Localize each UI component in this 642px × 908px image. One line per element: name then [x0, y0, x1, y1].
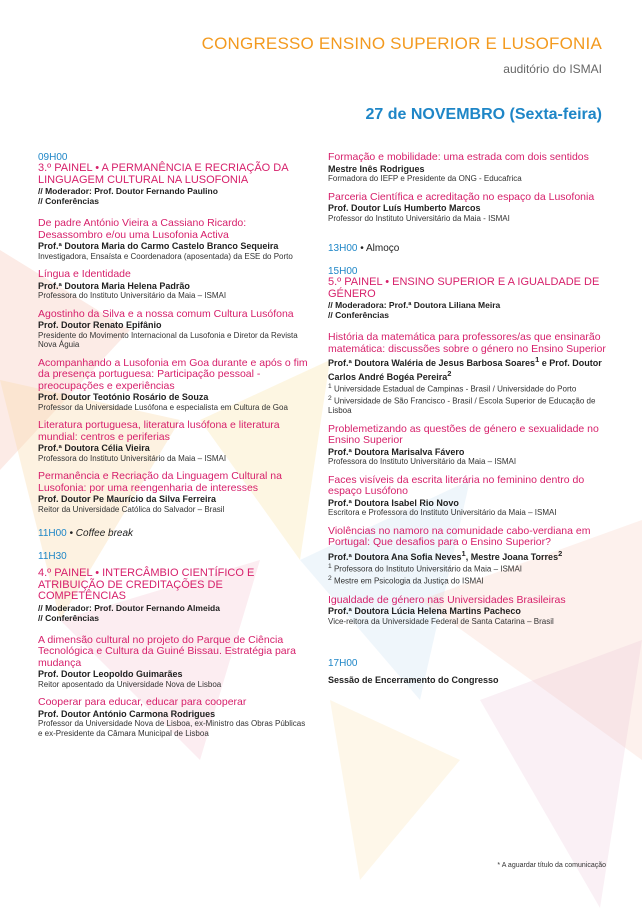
speaker: Mestre Inês Rodrigues	[328, 163, 425, 174]
venue-label: auditório do ISMAI	[503, 62, 602, 76]
speaker: Prof.ª Doutora Célia Vieira	[38, 443, 150, 453]
session-time: 11H30	[38, 551, 67, 562]
talk-title: Agostinho da Silva e a nossa comum Cultura Lusófona	[38, 307, 294, 320]
closing-session: Sessão de Encerramento do Congresso	[328, 675, 499, 686]
talk-title: A dimensão cultural no projeto do Parque de Ciência Tecnológica e Cultura da Guiné Bissau. Estratégia para mudança	[38, 633, 296, 669]
talk-title: Formação e mobilidade: uma estrada com dois sentidos	[328, 151, 589, 163]
speaker: Prof.ª Doutora Maria Helena Padrão	[38, 280, 190, 291]
talk	[38, 471, 310, 514]
left-column	[38, 152, 310, 746]
talk	[38, 309, 310, 350]
talk	[328, 332, 606, 416]
talk	[328, 475, 606, 518]
speaker: Prof.ª Doutora Isabel Rio Novo	[328, 497, 459, 508]
talk	[38, 218, 310, 261]
panel-title: 4.º PAINEL • INTERCÂMBIO CIENTÍFICO E ATRIBUIÇÃO DE CREDITAÇÕES DE COMPETÊNCIAS	[38, 567, 255, 602]
speaker: Prof. Doutor Leopoldo Guimarães	[38, 669, 183, 679]
affiliation: Formadora do IEFP e Presidente da ONG - Educafrica	[328, 174, 522, 183]
conferences-label: // Conferências	[328, 310, 389, 320]
affiliation: $^2$ Mestre em Psicologia da Justiça do ISMAI	[328, 575, 484, 587]
affiliation: Professora do Instituto Universitário da Maia – ISMAI	[38, 291, 227, 300]
talk-title: De padre António Vieira a Cassiano Ricardo: Desassombro e/ou uma Lusofonia Activa	[38, 217, 247, 241]
talk	[328, 152, 606, 184]
affiliation: Escritora e Professora do Instituto Universitário da Maia – ISMAI	[328, 508, 557, 518]
talk-title: Problemetizando as questões de género e sexualidade no Ensino Superior	[328, 422, 599, 447]
talk-title: Violências no namoro na comunidade cabo-verdiana em Portugal: Que desafios para o Ensino Superior?	[328, 524, 591, 549]
break-label: Coffee break	[75, 528, 134, 539]
right-column	[328, 152, 606, 686]
talk-title: Cooperar para educar, educar para cooperar	[38, 696, 247, 708]
lunch-break: 13H00 • Almoço	[328, 243, 400, 254]
talk-title: Parceria Científica e acreditação no espaço da Lusofonia	[328, 190, 595, 203]
session-time: 15H00	[328, 266, 358, 277]
coffee-break: 11H00 • Coffee break	[38, 528, 134, 539]
speaker: Prof.ª Doutora Waléria de Jesus Barbosa Soares$^1$ e Prof. Doutor Carlos André Bogéa Pereira$^2$	[328, 355, 602, 382]
speaker: Prof. Doutor Luís Humberto Marcos	[328, 203, 481, 213]
talk	[38, 269, 310, 301]
session-time: 09H00	[38, 152, 68, 163]
moderator: // Moderadora: Prof.ª Doutora Liliana Meira	[328, 300, 501, 310]
speaker: Prof.ª Doutora Lúcia Helena Martins Pacheco	[328, 606, 521, 617]
speaker: Prof. Doutor António Carmona Rodrigues	[38, 708, 216, 719]
talk	[38, 358, 310, 413]
talk-title: Permanência e Recriação da Linguagem Cultural na Lusofonia: por uma reengenharia de interesses	[38, 470, 282, 494]
speaker: Prof. Doutor Pe Maurício da Silva Ferreira	[38, 494, 217, 504]
date-heading: 27 de NOVEMBRO (Sexta-feira)	[365, 106, 602, 123]
session-time: 11H00	[38, 528, 67, 539]
affiliation: Vice-reitora da Universidade Federal de Santa Catarina – Brasil	[328, 616, 554, 626]
affiliation: Professora do Instituto Universitário da Maia – ISMAI	[38, 453, 227, 463]
panel-title: 3.º PAINEL • A PERMANÊNCIA E RECRIAÇÃO DA LINGUAGEM CULTURAL NA LUSOFONIA	[38, 162, 288, 186]
talk	[38, 420, 310, 463]
moderator: // Moderador: Prof. Doutor Fernando Almeida	[38, 602, 220, 613]
speaker: Prof.ª Doutora Marisalva Fávero	[328, 446, 465, 457]
affiliation: Presidente do Movimento Internacional da Lusofonia e Diretor da Revista Nova Águia	[38, 330, 298, 349]
talk	[38, 697, 310, 738]
congress-title: CONGRESSO ENSINO SUPERIOR E LUSOFONIA	[201, 34, 602, 53]
affiliation: Professor da Universidade Lusófona e especialista em Cultura de Goa	[38, 402, 288, 412]
speaker: Prof.ª Doutora Ana Sofia Neves$^1$, Mestre Joana Torres$^2$	[328, 548, 563, 562]
talk-title: História da matemática para professores/as que ensinarão matemática: discussões sobre o género no Ensino Superior	[328, 331, 606, 355]
affiliation: Professor da Universidade Nova de Lisboa, ex-Ministro das Obras Públicas e ex-Presidente da Câmara Municipal de Lisboa	[38, 719, 306, 738]
conferences-label: // Conferências	[38, 612, 99, 623]
speaker: Prof. Doutor Teotónio Rosário de Souza	[38, 392, 209, 402]
speaker: Prof.ª Doutora Maria do Carmo Castelo Branco Sequeira	[38, 241, 279, 251]
talk	[328, 424, 606, 467]
session-time: 17H00	[328, 658, 358, 670]
talk-title: Literatura portuguesa, literatura lusófona e literatura mundial: centros e periferias	[38, 419, 280, 443]
talk	[328, 192, 606, 224]
affiliation: Reitor aposentado da Universidade Nova de Lisboa	[38, 679, 222, 689]
affiliation: $^1$ Professora do Instituto Universitário da Maia – ISMAI	[328, 563, 523, 574]
affiliation: Investigadora, Ensaísta e Coordenadora (aposentada) da ESE do Porto	[38, 251, 293, 261]
talk-title: Acompanhando a Lusofonia em Goa durante e após o fim da presença portuguesa: Participação pessoal - preocupações e experiências	[38, 356, 308, 392]
affiliation: Reitor da Universidade Católica do Salvador – Brasil	[38, 504, 225, 514]
footnote: * A aguardar título da comunicação	[497, 862, 606, 869]
session-time: 13H00	[328, 243, 358, 254]
talk	[328, 595, 606, 627]
talk	[38, 635, 310, 690]
conferences-label: // Conferências	[38, 196, 99, 206]
talk	[328, 526, 606, 587]
affiliation: $^1$ Universidade Estadual de Campinas - Brasil / Universidade do Porto	[328, 383, 577, 394]
panel-title: 5.º PAINEL • ENSINO SUPERIOR E A IGUALDADE DE GÉNERO	[328, 276, 600, 300]
talk-title: Igualdade de género nas Universidades Brasileiras	[328, 593, 566, 606]
moderator: // Moderador: Prof. Doutor Fernando Paulino	[38, 186, 218, 196]
affiliation: $^2$ Universidade de São Francisco - Brasil / Escola Superior de Educação de Lisboa	[328, 395, 596, 416]
affiliation: Professora do Instituto Universitário da Maia – ISMAI	[328, 457, 517, 467]
speaker: Prof. Doutor Renato Epifânio	[38, 320, 162, 330]
affiliation: Professor do Instituto Universitário da Maia - ISMAI	[328, 213, 510, 223]
talk-title: Faces visíveis da escrita literária no feminino dentro do espaço Lusófono	[328, 473, 585, 498]
lunch-label: Almoço	[365, 243, 400, 254]
talk-title: Língua e Identidade	[38, 268, 131, 280]
